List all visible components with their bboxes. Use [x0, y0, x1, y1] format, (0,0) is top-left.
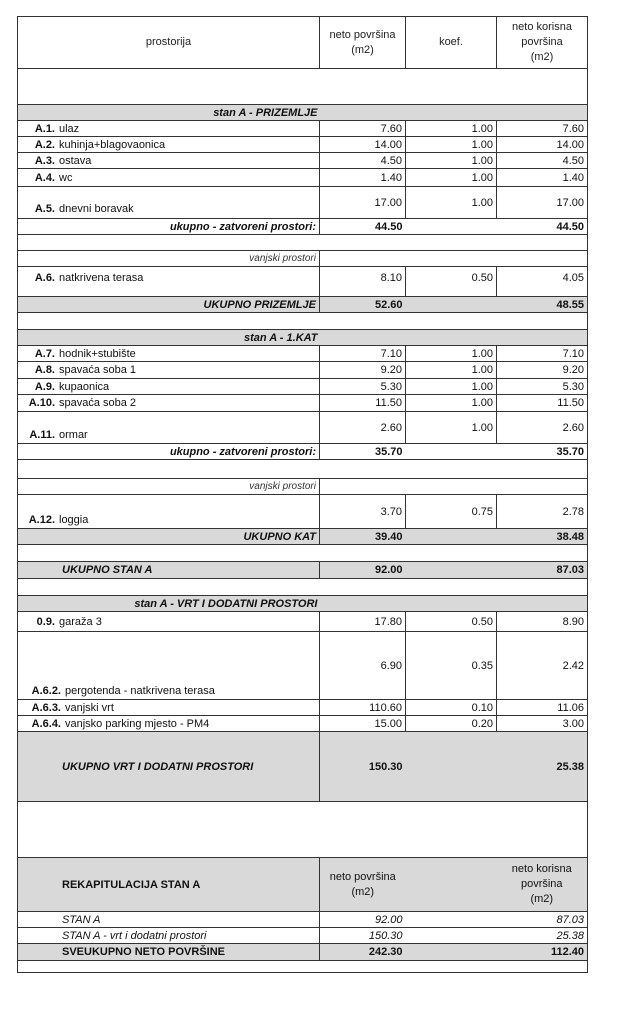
table-cell: 14.00 [497, 137, 588, 153]
empty-cell [320, 961, 406, 973]
table-cell: 1.00 [406, 121, 497, 137]
empty-cell [320, 251, 406, 267]
empty-cell [406, 928, 497, 944]
table-cell [18, 412, 320, 444]
room-code: A.11. [29, 429, 55, 441]
table-cell: 8.90 [497, 612, 588, 632]
table-cell: 9.20 [320, 362, 406, 379]
table-cell: 6.90 [320, 632, 406, 700]
table-cell: 9.20 [497, 362, 588, 379]
table-row [18, 362, 588, 379]
empty-cell [497, 802, 588, 858]
room-name: vanjsko parking mjesto - PM4 [65, 717, 210, 730]
table-header [18, 17, 588, 69]
section-title-floor1 [18, 330, 588, 346]
table-cell: 25.38 [497, 732, 588, 802]
table-row [18, 137, 588, 153]
empty-cell [320, 802, 406, 858]
table-cell: 242.30 [320, 944, 406, 961]
empty-cell [406, 313, 497, 330]
room-code: A.3. [34, 154, 55, 167]
empty-cell [406, 912, 497, 928]
empty-cell [320, 69, 406, 85]
room-code: A.10. [28, 397, 55, 409]
room-code: A.9. [34, 380, 55, 393]
empty-cell [406, 732, 497, 802]
table-cell: 3.70 [320, 495, 406, 529]
table-cell: STAN A - vrt i dodatni prostori [18, 928, 320, 944]
table-cell: 150.30 [320, 732, 406, 802]
empty-cell [18, 313, 320, 330]
room-code: A.4. [34, 171, 55, 184]
spacer-row [18, 460, 588, 479]
empty-cell [320, 330, 406, 346]
spacer-row [18, 802, 588, 858]
table-cell: 5.30 [497, 379, 588, 395]
table-cell [18, 379, 320, 395]
empty-cell [406, 579, 497, 596]
table-cell: 17.00 [320, 187, 406, 219]
table-cell: ukupno - zatvoreni prostori: [18, 444, 320, 460]
empty-cell [320, 235, 406, 251]
header-net-area: neto površina (m2) [320, 17, 406, 69]
room-code: A.6.4. [31, 717, 61, 730]
room-name: ulaz [59, 122, 80, 135]
subtotal-row [18, 444, 588, 460]
table-cell [18, 700, 320, 716]
table-cell: 15.00 [320, 716, 406, 732]
empty-cell [406, 460, 497, 479]
recap-row [18, 912, 588, 928]
table-cell: 0.50 [406, 267, 497, 289]
empty-cell [406, 802, 497, 858]
table-cell: 87.03 [497, 912, 588, 928]
header-coef: koef. [406, 17, 497, 69]
table-cell: 44.50 [320, 219, 406, 235]
table-row [18, 346, 588, 362]
empty-cell [18, 460, 320, 479]
table-cell: 4.50 [497, 153, 588, 169]
table-cell [18, 187, 320, 219]
table-cell: 1.00 [406, 153, 497, 169]
room-name: loggia [59, 514, 89, 526]
table-cell: 52.60 [320, 297, 406, 313]
empty-cell [497, 235, 588, 251]
empty-cell [320, 105, 406, 121]
table-row [18, 153, 588, 169]
table-cell: ukupno - zatvoreni prostori: [18, 219, 320, 235]
empty-cell [497, 251, 588, 267]
spacer-row [18, 69, 588, 85]
total-row-apartment [18, 562, 588, 579]
table-cell: 48.55 [497, 297, 588, 313]
table-cell: 0.50 [406, 612, 497, 632]
table-cell: vanjski prostori [18, 479, 320, 495]
table-cell [18, 153, 320, 169]
table-cell [18, 137, 320, 153]
table-cell: 92.00 [320, 562, 406, 579]
room-code: A.7. [34, 347, 55, 360]
table-row [18, 495, 588, 529]
room-name: spavaća soba 2 [59, 397, 137, 409]
table-cell: 4.05 [497, 267, 588, 289]
table-row [18, 612, 588, 632]
table-cell: 0.35 [406, 632, 497, 700]
table-row [18, 716, 588, 732]
room-code: 0.9. [36, 615, 55, 628]
empty-cell [497, 105, 588, 121]
empty-cell [18, 961, 320, 973]
empty-cell [18, 289, 320, 297]
recap-header [18, 858, 588, 912]
table-cell: 1.40 [320, 169, 406, 187]
room-code: A.5. [34, 203, 55, 215]
room-name: spavaća soba 1 [59, 364, 137, 376]
table-cell: vanjski prostori [18, 251, 320, 267]
table-cell: REKAPITULACIJA STAN A [18, 858, 320, 912]
spacer-row [18, 579, 588, 596]
table-cell: 150.30 [320, 928, 406, 944]
table-cell: 11.06 [497, 700, 588, 716]
table-cell [18, 395, 320, 412]
room-name: ostava [59, 154, 92, 167]
table-cell [18, 716, 320, 732]
table-cell: 35.70 [497, 444, 588, 460]
outdoor-label-row [18, 251, 588, 267]
spacer-row [18, 313, 588, 330]
empty-cell [406, 85, 497, 105]
table-cell: 1.00 [406, 395, 497, 412]
total-row-ground [18, 297, 588, 313]
table-cell: 14.00 [320, 137, 406, 153]
empty-cell [497, 579, 588, 596]
empty-cell [406, 944, 497, 961]
table-cell: 11.50 [497, 395, 588, 412]
table-cell: 0.75 [406, 495, 497, 529]
empty-cell [320, 85, 406, 105]
empty-cell [406, 444, 497, 460]
empty-cell [406, 596, 497, 612]
room-code: A.6.2. [31, 685, 61, 697]
empty-cell [497, 479, 588, 495]
empty-cell [406, 69, 497, 85]
table-cell: 112.40 [497, 944, 588, 961]
room-code: A.6. [34, 271, 55, 284]
table-cell: 87.03 [497, 562, 588, 579]
empty-cell [406, 961, 497, 973]
empty-cell [406, 297, 497, 313]
table-cell: 7.10 [497, 346, 588, 362]
spacer-row [18, 235, 588, 251]
room-code: A.1. [34, 122, 55, 135]
table-cell: 1.00 [406, 169, 497, 187]
table-row [18, 412, 588, 444]
table-cell: stan A - 1.KAT [18, 330, 320, 346]
table-cell: STAN A [18, 912, 320, 928]
table-cell [18, 495, 320, 529]
table-cell: 1.00 [406, 187, 497, 219]
table-cell: 5.30 [320, 379, 406, 395]
empty-cell [320, 313, 406, 330]
table-cell [18, 169, 320, 187]
table-row [18, 267, 588, 289]
spacer-row [18, 545, 588, 562]
table-cell: 2.42 [497, 632, 588, 700]
table-cell: 7.60 [320, 121, 406, 137]
empty-cell [497, 69, 588, 85]
table-cell: stan A - PRIZEMLJE [18, 105, 320, 121]
empty-cell [18, 85, 320, 105]
empty-cell [406, 219, 497, 235]
header-usable-area: neto korisna površina (m2) [497, 17, 588, 69]
empty-cell [320, 596, 406, 612]
table-cell: UKUPNO KAT [18, 529, 320, 545]
spacer-row [18, 289, 588, 297]
subtotal-row [18, 219, 588, 235]
spacer-row [18, 85, 588, 105]
room-code: A.8. [34, 364, 55, 376]
table-row [18, 379, 588, 395]
room-code: A.6.3. [31, 701, 61, 714]
empty-cell [406, 251, 497, 267]
room-code: A.12. [28, 514, 55, 526]
table-cell: UKUPNO VRT I DODATNI PROSTORI [18, 732, 320, 802]
table-cell: 1.40 [497, 169, 588, 187]
area-table [17, 16, 588, 973]
recap-row [18, 928, 588, 944]
table-cell [18, 632, 320, 700]
outdoor-label-row [18, 479, 588, 495]
table-cell [18, 121, 320, 137]
table-cell: 1.00 [406, 362, 497, 379]
table-cell: 38.48 [497, 529, 588, 545]
table-cell: 44.50 [497, 219, 588, 235]
table-cell: 39.40 [320, 529, 406, 545]
table-cell: 1.00 [406, 137, 497, 153]
table-cell: 2.78 [497, 495, 588, 529]
table-cell: 2.60 [497, 412, 588, 444]
table-cell: 2.60 [320, 412, 406, 444]
table-cell: 0.10 [406, 700, 497, 716]
room-name: kuhinja+blagovaonica [59, 138, 166, 151]
table-cell: SVEUKUPNO NETO POVRŠINE [18, 944, 320, 961]
section-title-garden [18, 596, 588, 612]
section-title-ground [18, 105, 588, 121]
table-row [18, 632, 588, 700]
table-cell: 25.38 [497, 928, 588, 944]
table-cell: 110.60 [320, 700, 406, 716]
total-row-garden [18, 732, 588, 802]
table-cell: 0.20 [406, 716, 497, 732]
table-cell: UKUPNO STAN A [18, 562, 320, 579]
table-cell: neto korisna površina (m2) [497, 858, 588, 912]
table-row [18, 187, 588, 219]
table-cell [18, 267, 320, 289]
empty-cell [320, 460, 406, 479]
table-cell: 3.00 [497, 716, 588, 732]
grand-total-row [18, 944, 588, 961]
table-row [18, 169, 588, 187]
empty-cell [406, 479, 497, 495]
table-cell: 7.10 [320, 346, 406, 362]
table-row [18, 121, 588, 137]
table-cell: 1.00 [406, 379, 497, 395]
empty-cell [406, 330, 497, 346]
empty-cell [406, 235, 497, 251]
empty-cell [497, 330, 588, 346]
empty-cell [18, 235, 320, 251]
room-name: pergotenda - natkrivena terasa [65, 685, 215, 697]
empty-cell [497, 289, 588, 297]
empty-cell [18, 545, 320, 562]
table-cell: 1.00 [406, 346, 497, 362]
empty-cell [497, 313, 588, 330]
header-room: prostorija [18, 17, 320, 69]
room-code: A.2. [34, 138, 55, 151]
table-cell: 17.80 [320, 612, 406, 632]
empty-cell [406, 105, 497, 121]
table-cell: stan A - VRT I DODATNI PROSTORI [18, 596, 320, 612]
empty-cell [406, 289, 497, 297]
area-table-sheet [17, 16, 587, 973]
empty-cell [406, 529, 497, 545]
empty-cell [497, 85, 588, 105]
table-cell: 7.60 [497, 121, 588, 137]
empty-cell [497, 460, 588, 479]
total-row-floor1 [18, 529, 588, 545]
room-name: wc [59, 171, 73, 184]
empty-cell [497, 545, 588, 562]
empty-cell [320, 545, 406, 562]
empty-cell [406, 545, 497, 562]
empty-cell [18, 802, 320, 858]
room-name: kupaonica [59, 380, 110, 393]
table-cell: 35.70 [320, 444, 406, 460]
table-cell [18, 346, 320, 362]
table-cell [18, 612, 320, 632]
table-cell: 4.50 [320, 153, 406, 169]
room-name: vanjski vrt [65, 701, 114, 714]
table-cell: 1.00 [406, 412, 497, 444]
table-cell: 17.00 [497, 187, 588, 219]
room-name: garaža 3 [59, 615, 102, 628]
empty-cell [406, 562, 497, 579]
table-row [18, 395, 588, 412]
table-cell: 8.10 [320, 267, 406, 289]
table-cell: 92.00 [320, 912, 406, 928]
empty-cell [406, 858, 497, 912]
empty-cell [18, 69, 320, 85]
empty-cell [18, 579, 320, 596]
empty-cell [497, 961, 588, 973]
table-cell: UKUPNO PRIZEMLJE [18, 297, 320, 313]
spacer-row [18, 961, 588, 973]
room-name: dnevni boravak [59, 203, 134, 215]
empty-cell [320, 579, 406, 596]
table-cell: 11.50 [320, 395, 406, 412]
table-row [18, 700, 588, 716]
table-cell: neto površina (m2) [320, 858, 406, 912]
room-name: ormar [59, 429, 88, 441]
table-cell [18, 362, 320, 379]
empty-cell [320, 479, 406, 495]
empty-cell [320, 289, 406, 297]
room-name: hodnik+stubište [59, 347, 136, 360]
empty-cell [497, 596, 588, 612]
room-name: natkrivena terasa [59, 271, 144, 284]
